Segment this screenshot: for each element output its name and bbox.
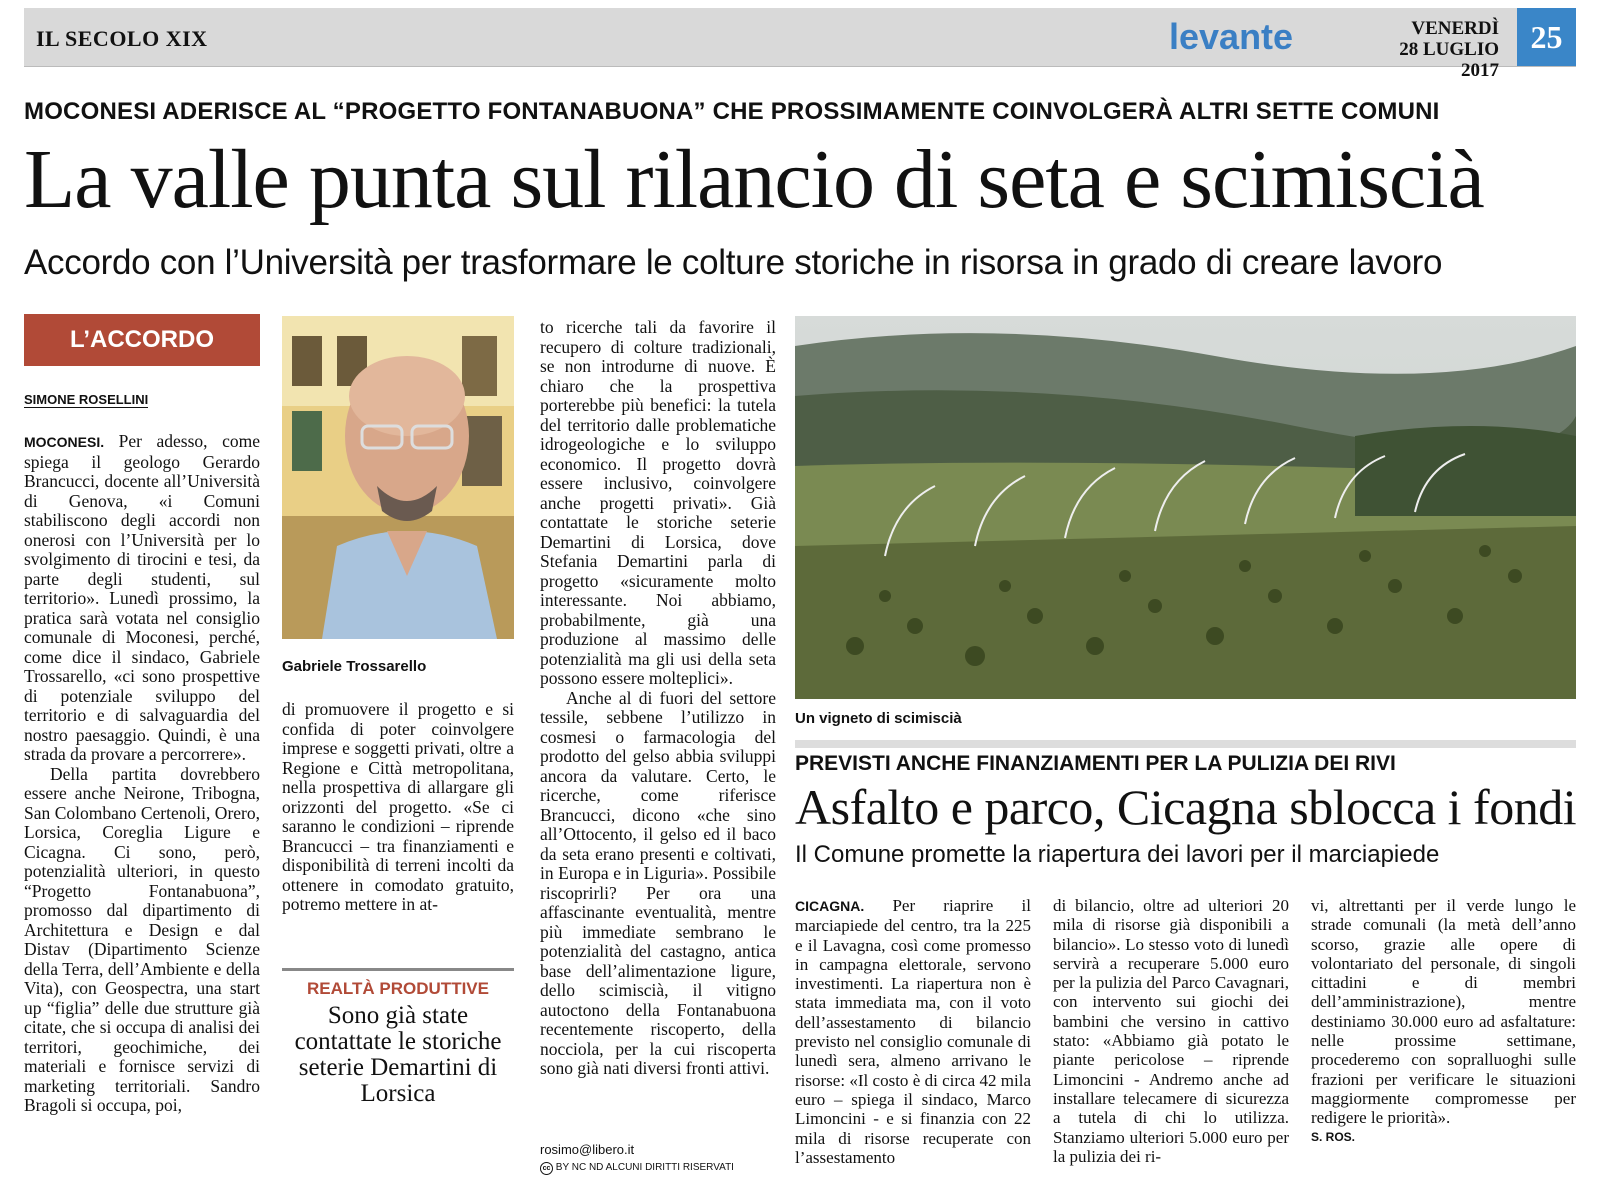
- main-kicker: MOCONESI ADERISCE AL “PROGETTO FONTANABUONA” CHE PROSSIMAMENTE COINVOLGERÀ ALTRI SETTE COMUNI: [24, 98, 1440, 125]
- vineyard-caption: Un vigneto di scimiscià: [795, 710, 962, 727]
- pull-quote-text: Sono già state contattate le storiche seterie Demartini di Lorsica: [294, 1002, 502, 1107]
- second-column-3: [1311, 896, 1576, 1147]
- author-email: rosimo@libero.it: [540, 1142, 635, 1157]
- license-note: [540, 1162, 734, 1175]
- portrait-caption: Gabriele Trossarello: [282, 658, 427, 675]
- paragraph: [24, 432, 260, 765]
- paragraph-text: Per riaprire il marciapiede del centro, tra la 225 e il Lavagna, così come promesso in campagna elettorale, servono investimenti. La riapertura non è stata immediata ma, con il voto dell’assestamento di bilancio previsto nel consiglio comunale di lunedì sera, almeno arrivano le risorse: «Il costo è di circa 42 mila euro – spiega il sindaco, Marco Limoncini - e si finanzia con 22 mila di risorse recuperate con l’assestamento: [795, 896, 1031, 1167]
- paragraph: Anche al di fuori del settore tessile, sebbene l’utilizzo in cosmesi o farmacologia del prodotto del gelso abbia sviluppi ancora da valutare. Certo, le ricerche, come riferisce Brancucci, dicono «che sino all’Ottocento, il gelso ed il baco da seta erano presenti e coltivati, in Europa e in Liguria». Possibile riscoprirli? Per ora una affascinante eventualità, mentre più immediate sembrano le potenzialità del castagno, antica base dell’alimentazione ligure, dello scimiscià, il vitigno autoctono della Fontanabuona recentemente riscoperto, della nocciola, per la cui riscoperta sono già nati diversi fronti attivi.: [540, 687, 776, 1078]
- main-column-3: [540, 318, 776, 1079]
- pull-quote-label: REALTÀ PRODUTTIVE: [307, 979, 489, 998]
- dateline: MOCONESI.: [24, 434, 105, 450]
- page-number: 25: [1517, 8, 1576, 66]
- section-name: levante: [1169, 16, 1294, 57]
- cc-icon: cc: [540, 1162, 553, 1175]
- byline: [24, 392, 148, 407]
- masthead: IL SECOLO XIX: [36, 26, 208, 51]
- paragraph: [795, 896, 1031, 1167]
- byline-author: SIMONE ROSELLINI: [24, 392, 149, 407]
- main-subhead: Accordo con l’Università per trasformare le colture storiche in risorsa in grado di creare lavoro: [24, 243, 1443, 282]
- vineyard-photo: [795, 316, 1576, 699]
- section-label: L’ACCORDO: [24, 314, 260, 366]
- page-header: [24, 8, 1576, 81]
- license-text: BY NC ND ALCUNI DIRITTI RISERVATI: [555, 1162, 734, 1173]
- paragraph: vi, altrettanti per il verde lungo le strade comunali (la metà dell’anno scorso, grazie alle opere di volontariato del personale, di singoli cittadini e di membri dell’amministrazione), mentre destiniamo 30.000 euro ad asfaltature: nelle prossime settimane, procederemo con sopralluoghi sulle frazioni per verificare le situazioni maggiormente compromesse per redigere le priorità».: [1311, 896, 1576, 1128]
- second-subhead: Il Comune promette la riapertura dei lavori per il marciapiede: [795, 841, 1440, 868]
- main-column-2: [282, 700, 514, 915]
- paragraph: di promuovere il progetto e si confida di poter coinvolgere imprese e soggetti privati, oltre a Regione e Città metropolitana, nella prospettiva di allargare gli orizzonti del progetto. «Se ci saranno le condizioni – riprende Brancucci – tra finanziamenti e disponibilità di terreni incolti da ottenere in comodato gratuito, potremo mettere in at-: [282, 699, 514, 914]
- pull-quote: [282, 968, 514, 1107]
- issue-full-date: 28 LUGLIO 2017: [1399, 39, 1499, 81]
- issue-date: [1359, 18, 1499, 81]
- paragraph-text: Per adesso, come spiega il geologo Gerardo Brancucci, docente all’Università di Genova, «i Comuni stabiliscono degli accordi non onerosi con l’Università per lo svolgimento di tirocini e tesi, da parte degli studenti, sul territorio». Lunedì prossimo, la pratica sarà votata nel consiglio comunale di Moconesi, perché, come dice il sindaco, Gabriele Trossarello, «ci sono prospettive di potenziale sviluppo del territorio e di salvaguardia del nostro paesaggio. Quindi, è una strada da provare a percorrere».: [24, 431, 260, 764]
- main-headline: La valle punta sul rilancio di seta e scimiscià: [24, 133, 1484, 226]
- vineyard-image: [795, 316, 1576, 699]
- second-column-1: [795, 896, 1031, 1167]
- dateline: CICAGNA.: [795, 898, 865, 914]
- issue-day: VENERDÌ: [1411, 18, 1499, 39]
- second-column-2: [1053, 896, 1289, 1166]
- signature: S. ROS.: [1311, 1129, 1356, 1144]
- main-column-1: [24, 432, 260, 1116]
- paragraph: to ricerche tali da favorire il recupero di colture tradizionali, se non introdurne di nuove. È chiaro che la prospettiva porterebbe più benefici: la tutela del territorio dalle problematiche idrogeologiche e lo sviluppo economico. Il progetto dovrà essere inclusivo, coinvolgere anche progetti privati». Già contattate le storiche seterie Demartini di Lorsica, dove Stefania Demartini parla di progetto «sicuramente molto interessante. Noi abbiamo, probabilmente, già una produzione al massimo delle potenzialità ma gli usi della seta possono essere molteplici».: [540, 317, 776, 688]
- portrait-image: [282, 316, 514, 639]
- second-kicker: PREVISTI ANCHE FINANZIAMENTI PER LA PULIZIA DEI RIVI: [795, 752, 1396, 775]
- paragraph: di bilancio, oltre ad ulteriori 20 mila di risorse già disponibili a bilancio». Lo stesso voto di lunedì servirà a recuperare 5.000 euro per la pulizia del Parco Cavagnari, con intervento sui giochi dei bambini che versino in cattivo stato: «Abbiamo già potato le piante pericolose – riprende Limoncini - Andremo anche ad installare telecamere di sicurezza a tutela di chi lo utilizza. Stanziamo ulteriori 5.000 euro per la pulizia dei ri-: [1053, 896, 1289, 1166]
- second-headline: Asfalto e parco, Cicagna sblocca i fondi: [795, 779, 1577, 835]
- paragraph: Della partita dovrebbero essere anche Neirone, Tribogna, San Colombano Certenoli, Orero, Lorsica, Coreglia Ligure e Cicagna. Ci sono, però, potenzialità ulteriori, in questo “Progetto Fontanabuona”, promosso dal dipartimento di Architettura e Design e dal Distav (Dipartimento Scienze della Terra, dell’Ambiente e della Vita), con Geospectra, una start up “figlia” delle due strutture già citate, che si occupa di analisi dei territori, geochimiche, dei materiali e fornisce servizi di marketing territoriali. Sandro Bragoli si occupa, poi,: [24, 763, 260, 1115]
- portrait-photo: [282, 316, 514, 639]
- article-divider: [795, 740, 1576, 748]
